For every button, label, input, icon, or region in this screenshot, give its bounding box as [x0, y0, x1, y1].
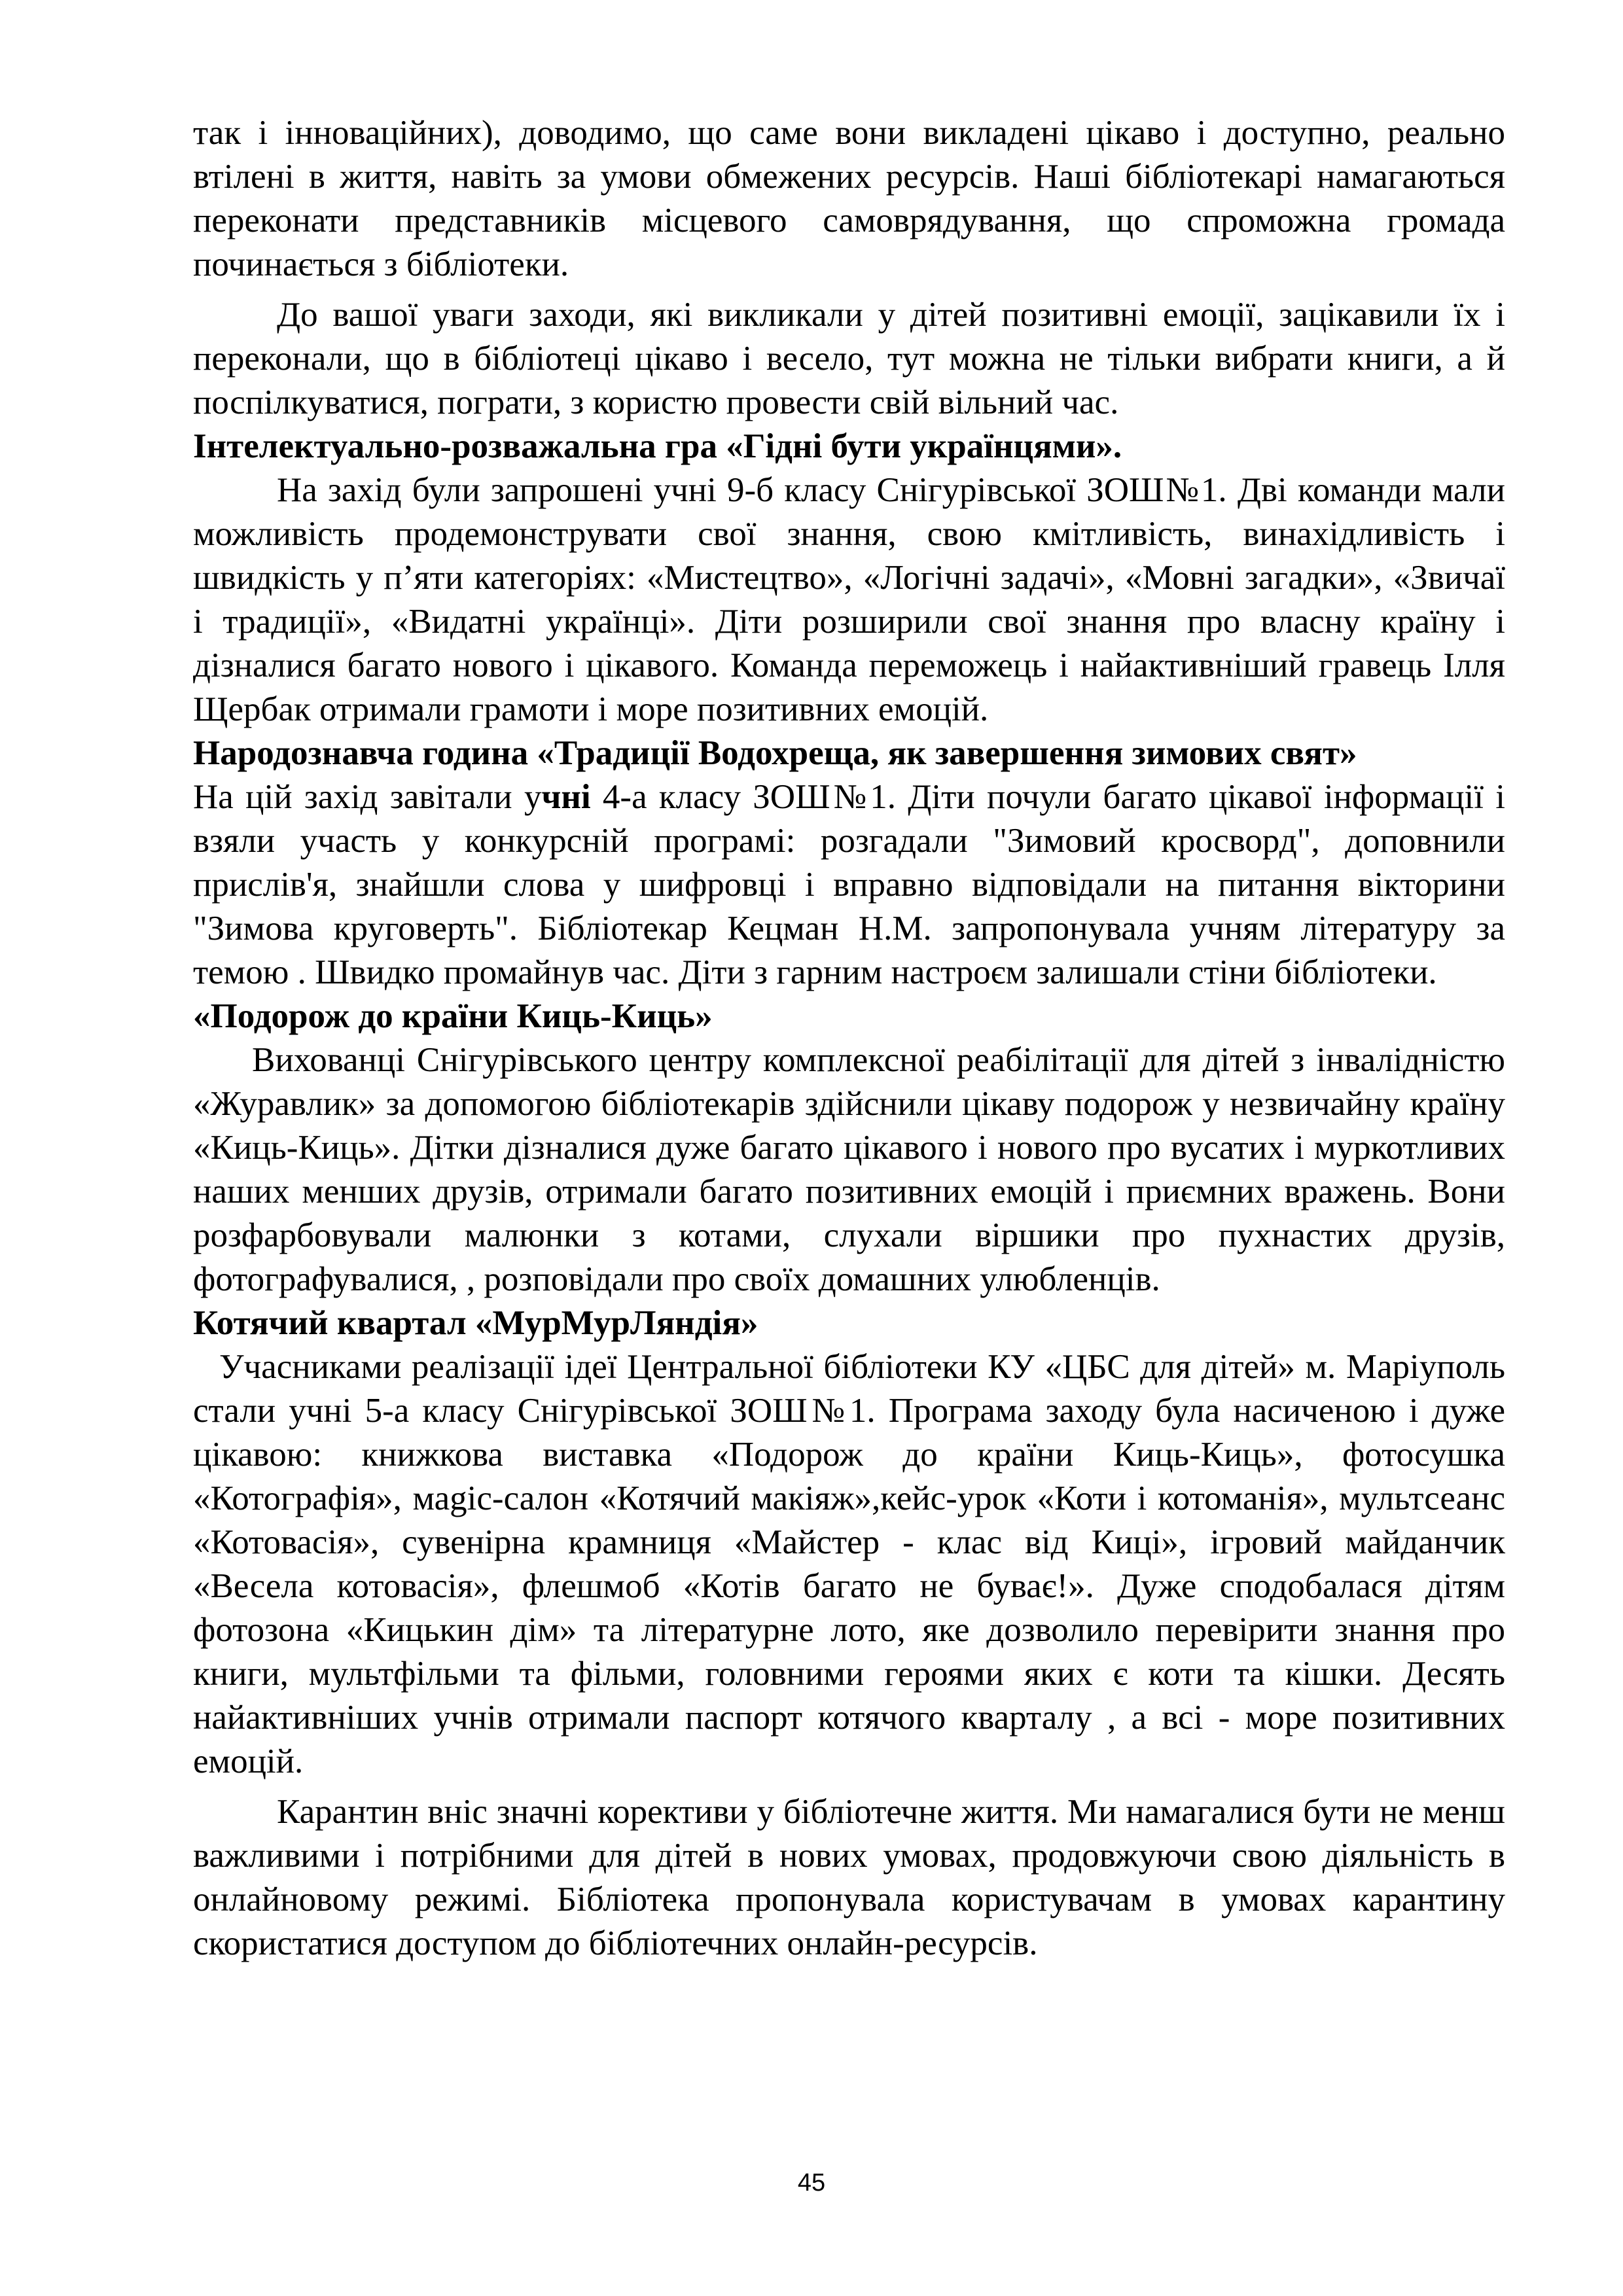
heading-cat-journey: «Подорож до країни Киць-Киць»: [193, 997, 713, 1035]
heading-folk-hour: Народознавча година «Традиції Водохреща, як завершення зимових свят»: [193, 734, 1357, 772]
paragraph-game: На захід були запрошені учні 9-б класу Снігурівської ЗОШ№1. Дві команди мали можливість продемонструвати свої знання, свою кмітливість, винахідливість і швидкість у п’яти категоріях: «Мистецтво», «Логічні задачі», «Мовні загадки», «Звичаї і традиції», «Видатні українці». Діти розширили свої знання про власну країну і дізналися багато нового і цікавого. Команда переможець і найактивніший гравець Ілля Щербак отримали грамоти і море позитивних емоцій.: [193, 471, 1505, 728]
paragraph-folk-hour-start: На цій захід завітали у: [193, 778, 542, 816]
paragraph-intro: так і інноваційних), доводимо, що саме вони викладені цікаво і доступно, реально втілені в життя, навіть за умови обмежених ресурсів. Наші бібліотекарі намагаються переконати представників місцевого самоврядування, що спроможна громада починається з бібліотеки.: [193, 114, 1505, 283]
paragraph-folk-hour-bold: чні: [541, 778, 591, 816]
paragraph-folk-hour-rest: 4-а класу ЗОШ№1. Діти почули багато цікавої інформації і взяли участь у конкурсній програмі: розгадали "Зимовий кросворд", доповнили прислів'я, знайшли слова у шифровці і вправно відповідали на питання вікторини "Зимова круговерть". Бібліотекар Кецман Н.М. запропонувала учням літературу за темою . Швидко промайнув час. Діти з гарним настроєм залишали стіни бібліотеки.: [193, 778, 1505, 991]
paragraph-events-intro: До вашої уваги заходи, які викликали у дітей позитивні емоції, зацікавили їх і переконали, що в бібліотеці цікаво і весело, тут можна не тільки вибрати книги, а й поспілкуватися, пограти, з користю провести свій вільний час.: [193, 296, 1505, 421]
paragraph-cat-quarter: Учасниками реалізації ідеї Центральної бібліотеки КУ «ЦБС для дітей» м. Маріуполь стали учні 5-а класу Снігурівської ЗОШ№1. Програма заходу була насиченою і дуже цікавою: книжкова виставка «Подорож до країни Киць-Киць», фотосушка «Котографія», маgіс-салон «Котячий макіяж»,кейс-урок «Коти і котоманія», мультсеанс «Котовасія», сувенірна крамниця «Майстер - клас від Киці», ігровий майданчик «Весела котовасія», флешмоб «Котів багато не буває!». Дуже сподобалася дітям фотозона «Кицькин дім» та літературне лото, яке дозволило перевірити знання про книги, мультфільми та фільми, головними героями яких є коти та кішки. Десять найактивніших учнів отримали паспорт котячого кварталу , а всі - море позитивних емоцій.: [193, 1348, 1505, 1780]
heading-cat-quarter: Котячий квартал «МурМурЛяндія»: [193, 1304, 758, 1342]
paragraph-quarantine: Карантин вніс значні корективи у бібліотечне життя. Ми намагалися бути не менш важливими і потрібними для дітей в нових умовах, продовжуючи свою діяльність в онлайновому режимі. Бібліотека пропонувала користувачам в умовах карантину скористатися доступом до бібліотечних онлайн-ресурсів.: [193, 1793, 1505, 1962]
paragraph-cat-journey: Вихованці Снігурівського центру комплексної реабілітації для дітей з інвалідністю «Журавлик» за допомогою бібліотекарів здійснили цікаву подорож у незвичайну країну «Киць-Киць». Дітки дізналися дуже багато цікавого і нового про вусатих і муркотливих наших менших друзів, отримали багато позитивних емоцій і приємних вражень. Вони розфарбовували малюнки з котами, слухали віршики про пухнастих друзів, фотографувалися, , розповідали про своїх домашних улюбленців.: [193, 1041, 1505, 1298]
page-number: 45: [797, 2169, 826, 2197]
heading-game: Інтелектуально-розважальна гра «Гідні бути українцями».: [193, 427, 1122, 465]
document-body: [193, 111, 1505, 1966]
paragraph-folk-hour: [193, 775, 1505, 995]
